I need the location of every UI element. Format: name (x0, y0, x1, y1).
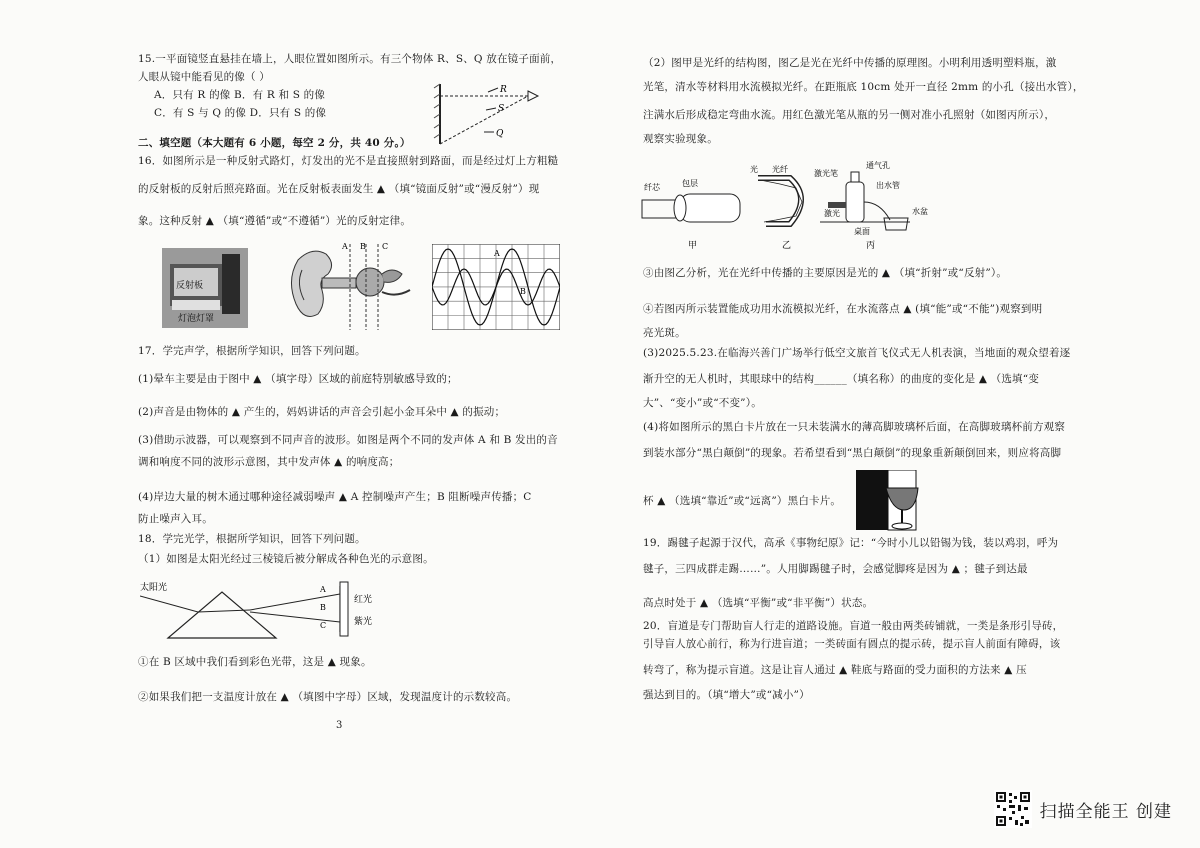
caption-bing: 丙 (866, 241, 876, 251)
q17-part4-line2: 防止噪声入耳。 (138, 513, 213, 525)
section-2-title: 二、填空题（本大题有 6 小题，每空 2 分，共 40 分。） (138, 137, 411, 149)
q17-part1: (1)晕车主要是由于图中 ▲ （填字母）区域的前庭特别敏感导致的； (138, 373, 458, 385)
q15-stem-line2: 人眼从镜中能看见的像（ ） (138, 71, 270, 83)
q18-part2-line3: 注满水后形成稳定弯曲水流。用红色激光笔从瓶的另一侧对准小孔照射（如图丙所示）， (643, 109, 1056, 121)
q15-options-cd: C．有 S 与 Q 的像 D．只有 S 的像 (154, 107, 327, 119)
fiber-label-fiber: 光纤 (772, 165, 788, 174)
fiber-label-basin: 水盆 (912, 207, 928, 216)
black-white-card-figure (856, 470, 920, 532)
photo-label-reflector: 反射板 (176, 281, 204, 291)
ear-diagram (278, 240, 418, 332)
q18-part1a: ①在 B 区域中我们看到彩色光带，这是 ▲ 现象。 (138, 656, 372, 668)
q16-line2: 的反射板的反射后照亮路面。光在反射板表面发生 ▲ （填“镜面反射”或“漫反射”）现 (138, 183, 540, 195)
fiber-label-laserpen: 激光笔 (814, 169, 838, 178)
wave-label-a: A (494, 249, 500, 258)
prism-label-c: C (320, 621, 327, 630)
scanner-watermark (994, 790, 1172, 828)
prism-label-red: 红光 (354, 595, 373, 605)
q18-part1b: ②如果我们把一支温度计放在 ▲ （填图中字母）区域，发现温度计的示数较高。 (138, 691, 518, 703)
caption-jia: 甲 (688, 241, 698, 251)
street-lamp-photo (162, 248, 248, 328)
prism-label-violet: 紫光 (354, 617, 373, 627)
q18-title: 18．学完光学，根据所学知识，回答下列问题。 (138, 533, 366, 545)
label-r: R (500, 85, 507, 95)
q18-part2-line2: 光笔，清水等材料用水流模拟光纤。在距瓶底 10cm 处开一直径 2mm 的小孔（接出水管）， (643, 81, 1084, 93)
fiber-label-desk: 桌面 (854, 227, 870, 236)
page-number: 3 (336, 720, 343, 731)
q18-part2-3: ③由图乙分析，光在光纤中传播的主要原因是光的 ▲ （填“折射”或“反射”）。 (643, 267, 1008, 279)
photo-label-lamp: 灯泡灯罩 (178, 314, 215, 324)
q17-part4-line1: (4)岸边大量的树木通过哪种途径减弱噪声 ▲ A 控制噪声产生；B 阻断噪声传播；C (138, 491, 532, 503)
q15-options-ab: A．只有 R 的像 B．有 R 和 S 的像 (154, 89, 326, 101)
q19-line2: 毽子，三四成群走踢……”。人用脚踢毽子时，会感觉脚疼是因为 ▲ ；毽子到达最 (643, 563, 1028, 575)
label-q: Q (496, 129, 504, 139)
ear-label-b: B (360, 242, 366, 251)
scanner-text: 扫描全能王 创建 (1039, 801, 1172, 822)
q20-line4: 强达到目的。（填“增大”或“减小”） (643, 689, 810, 701)
caption-yi: 乙 (782, 241, 792, 251)
q15-mirror-figure (428, 80, 548, 150)
fiber-label-cladding: 包层 (682, 179, 698, 188)
fiber-label-core: 纤芯 (644, 183, 660, 192)
q17-part3-line2: 调和响度不同的波形示意图，其中发声体 ▲ 的响度高； (138, 456, 400, 468)
q18-part4-line1: (4)将如图所示的黑白卡片放在一只未装满水的薄高脚玻璃杯后面，在高脚玻璃杯前方观察 (643, 421, 1066, 433)
q18-part3-line1: (3)2025.5.23.在临海兴善门广场举行低空文旅首飞仪式无人机表演，当地面的观众望着逐 (643, 347, 1071, 359)
q16-line1: 16．如图所示是一种反射式路灯，灯发出的光不是直接照射到路面，而是经过灯上方粗糙 (138, 155, 559, 167)
prism-figure (140, 578, 400, 644)
q18-part4-line3: 杯 ▲ （选填“靠近”或“远离”）黑白卡片。 (643, 495, 842, 507)
q18-part2-4-line2: 亮光斑。 (643, 327, 686, 339)
waveform-grid (432, 244, 560, 330)
q17-part2: (2)声音是由物体的 ▲ 产生的，妈妈讲话的声音会引起小金耳朵中 ▲ 的振动； (138, 406, 506, 418)
q17-title: 17．学完声学，根据所学知识，回答下列问题。 (138, 345, 366, 357)
q18-part3-line2: 渐升空的无人机时，其眼球中的结构______（填名称）的曲度的变化是 ▲ （选填“变 (643, 373, 1040, 385)
q17-part3-line1: (3)借助示波器，可以观察到不同声音的波形。如图是两个不同的发声体 A 和 B 发出的音 (138, 434, 558, 446)
wave-label-b: B (520, 287, 526, 296)
q20-line2: 引导盲人放心前行，称为行进盲道；一类砖面有圆点的提示砖，提示盲人前面有障碍，该 (643, 638, 1061, 650)
q20-line1: 20．盲道是专门帮助盲人行走的道路设施。盲道一般由两类砖铺就，一类是条形引导砖， (643, 620, 1064, 632)
q15-stem-line1: 15.一平面镜竖直悬挂在墙上，人眼位置如图所示。有三个物体 R、S、Q 放在镜子面前， (138, 53, 562, 65)
prism-label-a: A (320, 585, 326, 594)
q18-part3-line3: 大”、“变小”或“不变”）。 (643, 397, 762, 409)
q18-part1: （1）如图是太阳光经过三棱镜后被分解成各种色光的示意图。 (138, 553, 434, 565)
fiber-label-laser: 激光 (824, 209, 840, 218)
q20-line3: 转弯了，称为提示盲道。这是让盲人通过 ▲ 鞋底与路面的受力面积的方法来 ▲ 压 (643, 664, 1027, 676)
q18-part2-line1: （2）图甲是光纤的结构图，图乙是光在光纤中传播的原理图。小明利用透明塑料瓶，激 (643, 57, 1057, 69)
qr-code-icon (994, 790, 1032, 828)
ear-label-c: C (382, 242, 389, 251)
q18-part2-line4: 观察实验现象。 (643, 133, 718, 145)
prism-label-sunlight: 太阳光 (140, 583, 168, 593)
fiber-label-light: 光 (750, 165, 758, 174)
fiber-label-outlet: 出水管 (876, 181, 900, 190)
q16-line3: 象。这种反射 ▲ （填“遵循”或“不遵循”）光的反射定律。 (138, 215, 412, 227)
label-s: S (498, 104, 505, 114)
ear-label-a: A (342, 242, 348, 251)
prism-label-b: B (320, 603, 326, 612)
q19-line1: 19．踢毽子起源于汉代，高承《事物纪原》记：“今时小儿以铅锡为钱，装以鸡羽，呼为 (643, 537, 1059, 549)
optical-fiber-figures (640, 158, 940, 254)
fiber-label-vent: 通气孔 (866, 161, 890, 170)
q18-part4-line2: 到装水部分“黑白颠倒”的现象。若希望看到“黑白颠倒”的现象重新颠倒回来，则应将高脚 (643, 447, 1062, 459)
q19-line3: 高点时处于 ▲ （选填“平衡”或“非平衡”）状态。 (643, 597, 874, 609)
q18-part2-4-line1: ④若图丙所示装置能成功用水流模拟光纤，在水流落点 ▲ (填“能”或“不能”)观察到明 (643, 303, 1043, 315)
